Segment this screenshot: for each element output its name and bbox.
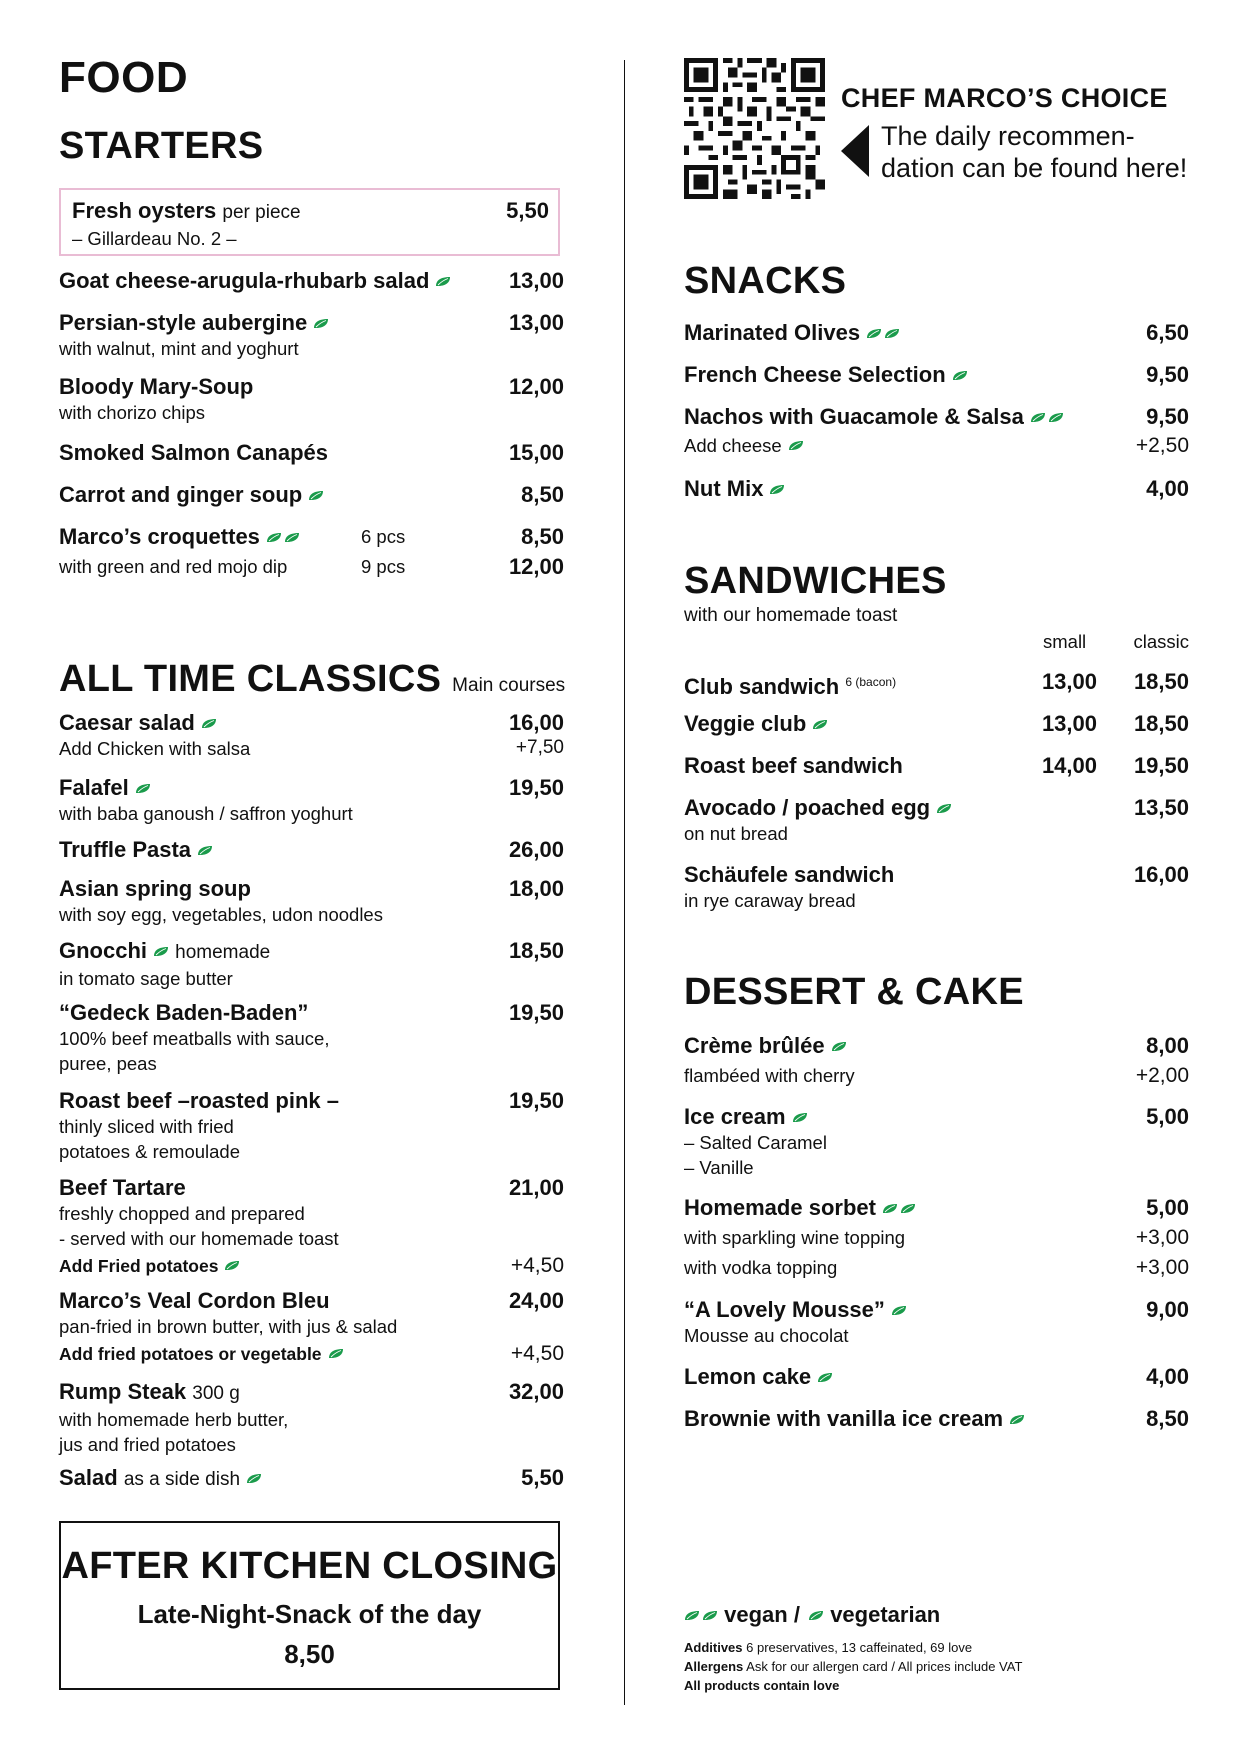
additive-note: 6 (bacon)	[845, 675, 897, 689]
item-desc: in tomato sage butter	[59, 968, 233, 989]
column-divider	[624, 60, 625, 1705]
sandwiches-title: SANDWICHES	[684, 560, 947, 602]
item-desc: in rye caraway bread	[684, 890, 856, 911]
item-price: 18,50	[508, 938, 564, 963]
vegan-leaf-icon	[684, 1610, 700, 1621]
starters-title: STARTERS	[59, 125, 264, 167]
item-price: 9,00	[1146, 1297, 1189, 1322]
vegetarian-leaf-icon	[808, 1610, 824, 1621]
vegetarian-leaf-icon	[812, 719, 828, 730]
item-desc: with sparkling wine topping	[684, 1227, 906, 1248]
vegetarian-leaf-icon	[308, 490, 324, 501]
vegan-leaf-icon	[866, 328, 882, 339]
item-addon-price: +7,50	[515, 737, 564, 758]
menu-item: “A Lovely Mousse” Mousse au chocolat 9,00	[684, 1297, 1189, 1346]
diet-legend	[684, 1602, 940, 1628]
menu-item: Rump Steak 300 g with homemade herb butter, jus and fried potatoes 32,00	[59, 1379, 564, 1455]
item-desc: puree, peas	[59, 1053, 157, 1074]
vegetarian-leaf-icon	[153, 946, 169, 957]
classics-title: ALL TIME CLASSICS Main courses	[59, 658, 566, 700]
item-price: 19,50	[508, 1088, 564, 1113]
vegetarian-leaf-icon	[769, 484, 785, 495]
item-price: 12,00	[508, 554, 564, 579]
menu-item: Club sandwich $^{6 (bacon)}$ 13,00 18,50	[684, 669, 1189, 699]
item-price: 15,00	[508, 440, 564, 465]
item-price: 13,00	[508, 268, 564, 293]
item-desc: on nut bread	[684, 823, 788, 844]
menu-item: Carrot and ginger soup 8,50	[59, 482, 564, 507]
item-price-small: 14,00	[1041, 753, 1097, 778]
item-desc: Mousse au chocolat	[684, 1325, 849, 1346]
item-price: 8,50	[521, 482, 564, 507]
item-price: 5,50	[521, 1465, 564, 1490]
item-price: 9,50	[1146, 404, 1189, 429]
item-desc: – Salted Caramel	[684, 1132, 827, 1153]
item-desc: 100% beef meatballs with sauce,	[59, 1028, 330, 1049]
menu-item: Nachos with Guacamole & Salsa Add cheese 9,50 +2,50	[684, 404, 1189, 457]
vegetarian-leaf-icon	[788, 440, 804, 451]
item-price: 24,00	[508, 1288, 564, 1313]
menu-item: Roast beef –roasted pink – thinly sliced with fried potatoes & remoulade 19,50	[59, 1088, 564, 1162]
vegan-leaf-icon	[900, 1203, 916, 1214]
item-desc: with soy egg, vegetables, udon noodles	[59, 904, 383, 925]
item-name: Fresh oysters per piece	[72, 198, 301, 223]
item-price: 18,00	[508, 876, 564, 901]
item-extra: 300 g	[192, 1383, 240, 1404]
vegan-leaf-icon	[1048, 412, 1064, 423]
item-price: 4,00	[1146, 1364, 1189, 1389]
oyster-highlight-box	[59, 188, 560, 256]
legend-vegetarian-label: vegetarian	[830, 1602, 941, 1627]
item-price: 32,00	[508, 1379, 564, 1404]
item-price: 9,50	[1146, 362, 1189, 387]
menu-item: Ice cream – Salted Caramel – Vanille 5,00	[684, 1104, 1189, 1178]
item-addon-price: +2,00	[1135, 1064, 1189, 1087]
item-price: 5,00	[1146, 1195, 1189, 1220]
arrow-left-icon	[841, 125, 869, 177]
item-desc: freshly chopped and prepared	[59, 1203, 305, 1224]
menu-item: Marinated Olives 6,50	[684, 320, 1189, 345]
item-addon: Add cheese	[684, 433, 1189, 458]
legend-vegan-label: vegan /	[724, 1602, 800, 1627]
chef-choice-title: CHEF MARCO’S CHOICE	[841, 83, 1168, 113]
item-portion: 6 pcs	[361, 526, 406, 547]
menu-item: Bloody Mary-Soup with chorizo chips 12,00	[59, 374, 564, 423]
item-addon: Add fried potatoes or vegetable	[59, 1342, 564, 1367]
menu-item: Marco’s croquettes with green and red mojo dip 6 pcs 9 pcs 8,50 12,00	[59, 524, 564, 579]
menu-item: Homemade sorbet with sparkling wine topping with vodka topping 5,00 +3,00 +3,00	[684, 1195, 1189, 1279]
chef-choice-text: The daily recommen- dation can be found here!	[881, 121, 1188, 183]
item-desc: flambéed with cherry	[684, 1065, 855, 1086]
vegan-leaf-icon	[1030, 412, 1046, 423]
vegetarian-leaf-icon	[936, 803, 952, 814]
item-desc: with chorizo chips	[59, 402, 206, 423]
item-price: 16,00	[1133, 862, 1189, 887]
item-desc: jus and fried potatoes	[59, 1434, 236, 1455]
menu-item: Smoked Salmon Canapés 15,00	[59, 440, 564, 465]
item-price: 8,50	[1146, 1406, 1189, 1431]
closing-price: 8,50	[284, 1639, 335, 1669]
item-price: 18,50	[1133, 711, 1189, 736]
vegan-leaf-icon	[284, 532, 300, 543]
item-price: 8,00	[1146, 1033, 1189, 1058]
menu-item: Truffle Pasta 26,00	[59, 837, 564, 862]
item-price: 12,00	[508, 374, 564, 399]
food-title: FOOD	[59, 53, 189, 102]
qr-code-icon[interactable]	[684, 58, 825, 199]
closing-title: AFTER KITCHEN CLOSING	[61, 1545, 558, 1587]
vegetarian-leaf-icon	[1009, 1414, 1025, 1425]
vegetarian-leaf-icon	[201, 718, 217, 729]
item-price: 4,00	[1146, 476, 1189, 501]
menu-item: Salad as a side dish 5,50	[59, 1465, 564, 1490]
menu-item: Roast beef sandwich 14,00 19,50	[684, 753, 1189, 778]
item-portion: 9 pcs	[361, 556, 406, 577]
size-classic-header: classic	[1133, 631, 1189, 652]
menu-item: French Cheese Selection 9,50	[684, 362, 1189, 387]
vegetarian-leaf-icon	[952, 370, 968, 381]
item-desc: - served with our homemade toast	[59, 1228, 339, 1249]
item-desc: with homemade herb butter,	[59, 1409, 289, 1430]
item-addon-price: +2,50	[1135, 434, 1189, 457]
vegetarian-leaf-icon	[891, 1305, 907, 1316]
item-addon-price: +4,50	[510, 1342, 564, 1365]
item-price: 5,50	[506, 198, 549, 223]
menu-item: Asian spring soup with soy egg, vegetables, udon noodles 18,00	[59, 876, 564, 925]
closing-subtitle: Late-Night-Snack of the day	[137, 1599, 482, 1629]
vegan-leaf-icon	[266, 532, 282, 543]
menu-item: “Gedeck Baden-Baden” 100% beef meatballs with sauce, puree, peas 19,50	[59, 1000, 564, 1074]
item-addon-price: +4,50	[510, 1254, 564, 1277]
vegetarian-leaf-icon	[135, 783, 151, 794]
menu-item: Gnocchi homemade in tomato sage butter 18,50	[59, 938, 564, 989]
menu-item: Avocado / poached egg on nut bread 13,50	[684, 795, 1189, 844]
menu-item: Caesar salad Add Chicken with salsa 16,00 +7,50	[59, 710, 564, 759]
vegetarian-leaf-icon	[328, 1348, 344, 1359]
item-extra: homemade	[175, 942, 271, 963]
love-note: All products contain love	[684, 1678, 840, 1693]
after-kitchen-closing-box	[59, 1521, 560, 1690]
vegetarian-leaf-icon	[435, 276, 451, 287]
vegetarian-leaf-icon	[313, 318, 329, 329]
item-price: 13,50	[1133, 795, 1189, 820]
item-price: 8,50	[521, 524, 564, 549]
dessert-title: DESSERT & CAKE	[684, 971, 1024, 1013]
item-extra: as a side dish	[123, 1469, 241, 1490]
vegan-leaf-icon	[702, 1610, 718, 1621]
menu-item: Persian-style aubergine with walnut, mint and yoghurt 13,00	[59, 310, 564, 359]
item-addon-price: +3,00	[1135, 1226, 1189, 1249]
allergens-note: Allergens Ask for our allergen card / All prices include VAT	[684, 1659, 1023, 1674]
item-addon: Add Fried potatoes	[59, 1254, 564, 1279]
sandwiches-subtitle: with our homemade toast	[684, 605, 898, 626]
vegetarian-leaf-icon	[246, 1473, 262, 1484]
vegetarian-leaf-icon	[197, 845, 213, 856]
item-price: 19,50	[508, 1000, 564, 1025]
item-price: 19,50	[508, 775, 564, 800]
item-price-small: 13,00	[1041, 669, 1097, 694]
item-desc: Add Chicken with salsa	[59, 738, 251, 759]
item-desc: with vodka topping	[684, 1257, 838, 1278]
item-desc: with walnut, mint and yoghurt	[59, 338, 299, 359]
snacks-title: SNACKS	[684, 260, 847, 302]
item-desc: – Vanille	[684, 1157, 754, 1178]
item-extra: per piece	[222, 202, 301, 223]
menu-item: Schäufele sandwich in rye caraway bread 16,00	[684, 862, 1189, 911]
item-desc: thinly sliced with fried	[59, 1116, 234, 1137]
item-price: 18,50	[1133, 669, 1189, 694]
item-price: 16,00	[508, 710, 564, 735]
item-desc: with green and red mojo dip	[59, 556, 288, 577]
menu-item: Lemon cake 4,00	[684, 1364, 1189, 1389]
menu-item: Falafel with baba ganoush / saffron yoghurt 19,50	[59, 775, 564, 824]
classics-subtitle: Main courses	[452, 675, 566, 696]
item-price: 13,00	[508, 310, 564, 335]
menu-item: Nut Mix 4,00	[684, 476, 1189, 501]
vegan-leaf-icon	[884, 328, 900, 339]
item-price-small: 13,00	[1041, 711, 1097, 736]
item-desc: potatoes & remoulade	[59, 1141, 241, 1162]
additives-note: Additives 6 preservatives, 13 caffeinated, 69 love	[684, 1640, 973, 1655]
vegan-leaf-icon	[882, 1203, 898, 1214]
vegetarian-leaf-icon	[224, 1260, 240, 1271]
size-small-header: small	[1043, 631, 1087, 652]
menu-item: Beef Tartare freshly chopped and prepared - served with our homemade toast Add Fried potatoes 21,00 +4,50	[59, 1175, 564, 1277]
menu-item: Marco’s Veal Cordon Bleu pan-fried in brown butter, with jus & salad Add fried potatoes or vegetable 24,00 +4,50	[59, 1288, 564, 1365]
item-price: 6,50	[1146, 320, 1189, 345]
vegetarian-leaf-icon	[817, 1372, 833, 1383]
menu-item: Crème brûlée flambéed with cherry 8,00 +2,00	[684, 1033, 1189, 1087]
item-price: 19,50	[1133, 753, 1189, 778]
vegetarian-leaf-icon	[831, 1041, 847, 1052]
vegetarian-leaf-icon	[792, 1112, 808, 1123]
menu-item: Veggie club 13,00 18,50	[684, 711, 1189, 736]
menu-item: Brownie with vanilla ice cream 8,50	[684, 1406, 1189, 1431]
item-price: 5,00	[1146, 1104, 1189, 1129]
menu-item: Goat cheese-arugula-rhubarb salad 13,00	[59, 268, 564, 293]
item-price: 21,00	[508, 1175, 564, 1200]
item-price: 26,00	[508, 837, 564, 862]
item-desc: – Gillardeau No. 2 –	[72, 228, 237, 249]
item-desc: with baba ganoush / saffron yoghurt	[59, 803, 353, 824]
item-desc: pan-fried in brown butter, with jus & salad	[59, 1316, 398, 1337]
item-addon-price: +3,00	[1135, 1256, 1189, 1279]
